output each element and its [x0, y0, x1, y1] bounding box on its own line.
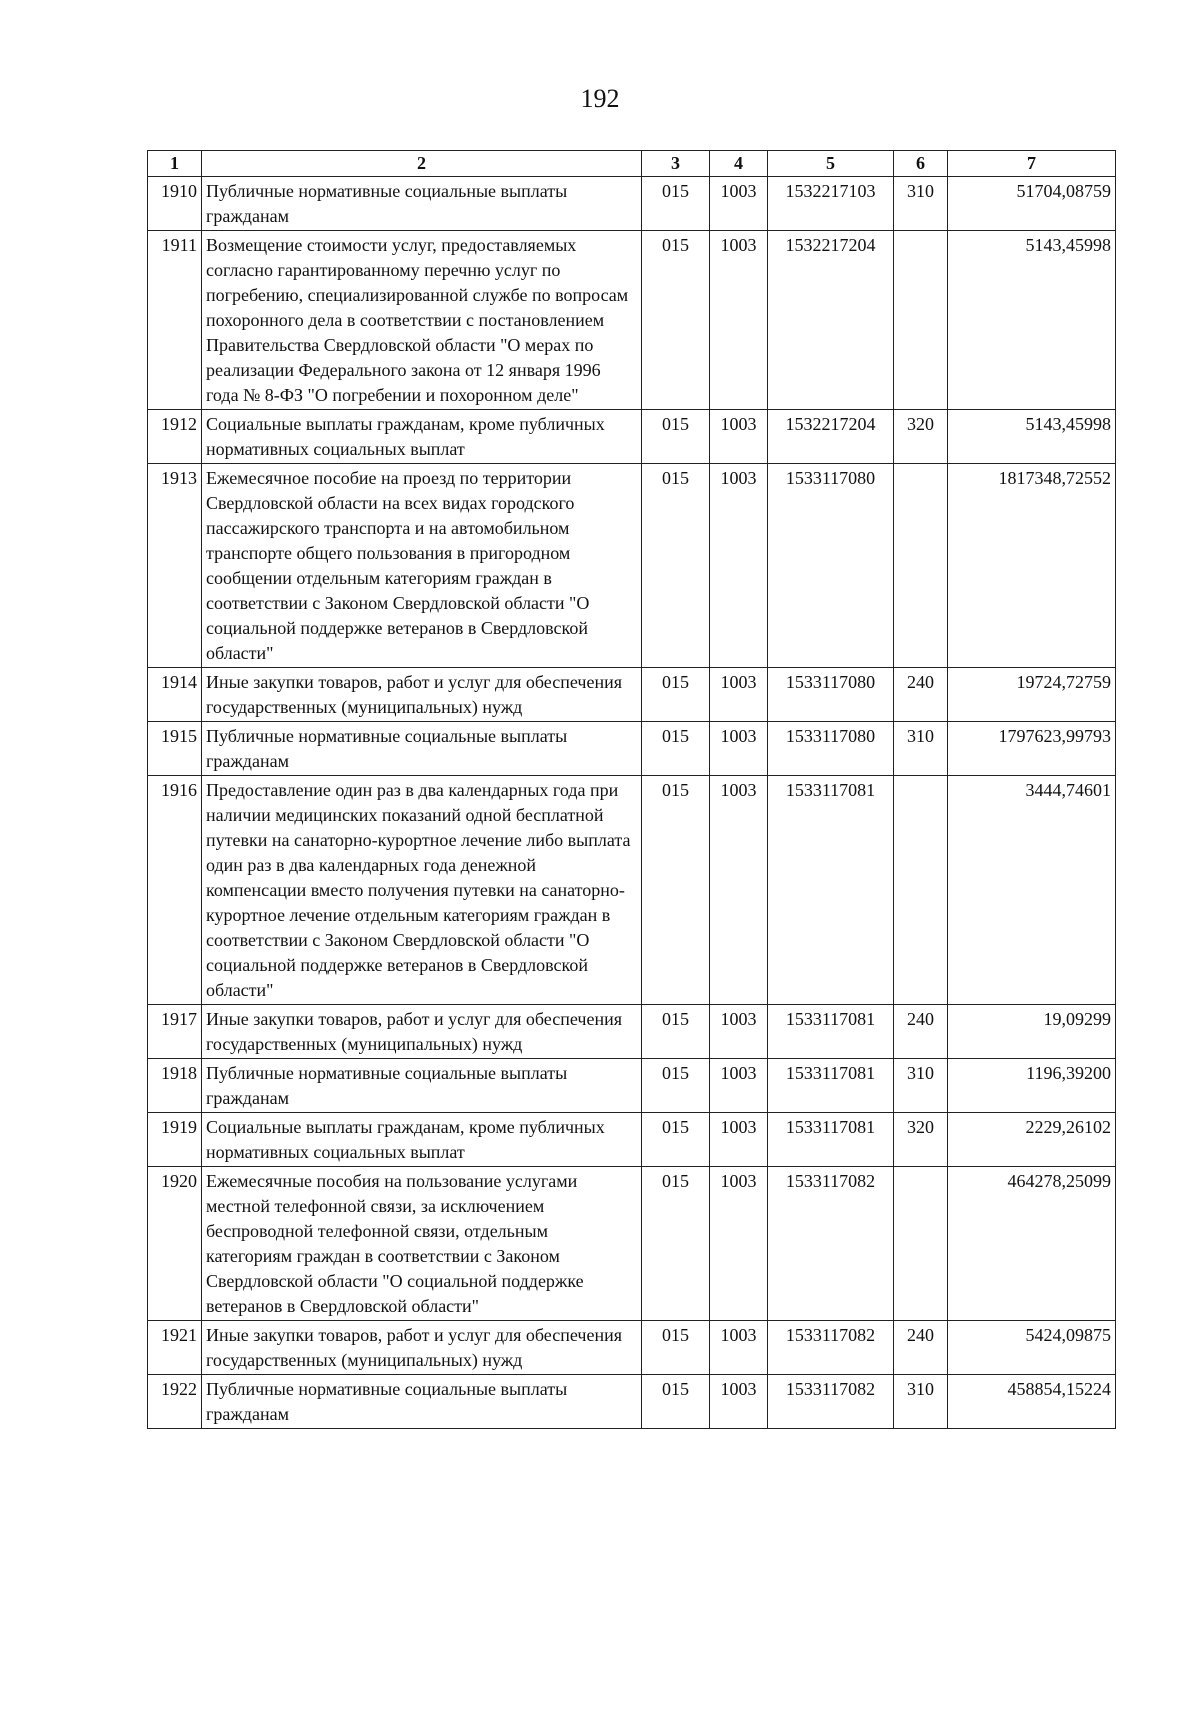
column-4-code: 1003	[710, 668, 768, 722]
column-5-code: 1533117080	[768, 722, 894, 776]
column-5-code: 1533117080	[768, 464, 894, 668]
row-number: 1915	[148, 722, 202, 776]
row-number: 1920	[148, 1167, 202, 1321]
column-5-code: 1533117081	[768, 1059, 894, 1113]
column-6-code	[894, 1167, 948, 1321]
column-6-code: 240	[894, 1321, 948, 1375]
row-name: Публичные нормативные социальные выплаты гражданам	[202, 1375, 642, 1429]
column-header: 6	[894, 151, 948, 177]
table-row	[148, 668, 1116, 722]
column-5-code: 1533117082	[768, 1167, 894, 1321]
row-number: 1910	[148, 177, 202, 231]
column-3-code: 015	[642, 231, 710, 410]
row-name: Возмещение стоимости услуг, предоставляемых согласно гарантированному перечню услуг по погребению, специализированной службе по вопросам похоронного дела в соответствии с постановлением Правительства Свердловской области "О мерах по реализации Федерального закона от 12 января 1996 года № 8-ФЗ "О погребении и похоронном деле"	[202, 231, 642, 410]
row-sum: 5424,09875	[948, 1321, 1116, 1375]
row-sum: 1196,39200	[948, 1059, 1116, 1113]
table-row	[148, 1167, 1116, 1321]
table-row	[148, 1113, 1116, 1167]
column-4-code: 1003	[710, 722, 768, 776]
column-5-code: 1532217204	[768, 231, 894, 410]
column-header: 5	[768, 151, 894, 177]
column-4-code: 1003	[710, 231, 768, 410]
column-header: 4	[710, 151, 768, 177]
row-name: Социальные выплаты гражданам, кроме публичных нормативных социальных выплат	[202, 1113, 642, 1167]
column-6-code	[894, 776, 948, 1005]
table-row	[148, 177, 1116, 231]
row-number: 1916	[148, 776, 202, 1005]
column-5-code: 1533117081	[768, 1005, 894, 1059]
row-sum: 464278,25099	[948, 1167, 1116, 1321]
column-6-code: 320	[894, 1113, 948, 1167]
column-6-code	[894, 231, 948, 410]
column-4-code: 1003	[710, 1005, 768, 1059]
row-name: Ежемесячные пособия на пользование услугами местной телефонной связи, за исключением беспроводной телефонной связи, отдельным категориям граждан в соответствии с Законом Свердловской области "О социальной поддержке ветеранов в Свердловской области"	[202, 1167, 642, 1321]
column-3-code: 015	[642, 1113, 710, 1167]
column-4-code: 1003	[710, 776, 768, 1005]
column-4-code: 1003	[710, 1059, 768, 1113]
row-name: Иные закупки товаров, работ и услуг для обеспечения государственных (муниципальных) нужд	[202, 1321, 642, 1375]
table-row	[148, 776, 1116, 1005]
column-header: 3	[642, 151, 710, 177]
column-6-code: 310	[894, 1059, 948, 1113]
budget-table	[147, 150, 1116, 1429]
row-number: 1913	[148, 464, 202, 668]
column-4-code: 1003	[710, 1167, 768, 1321]
row-sum: 19724,72759	[948, 668, 1116, 722]
column-5-code: 1533117082	[768, 1321, 894, 1375]
column-6-code: 310	[894, 1375, 948, 1429]
column-6-code: 240	[894, 1005, 948, 1059]
row-name: Социальные выплаты гражданам, кроме публичных нормативных социальных выплат	[202, 410, 642, 464]
header-row	[148, 151, 1116, 177]
column-4-code: 1003	[710, 1321, 768, 1375]
row-number: 1914	[148, 668, 202, 722]
row-sum: 51704,08759	[948, 177, 1116, 231]
column-5-code: 1533117080	[768, 668, 894, 722]
column-3-code: 015	[642, 776, 710, 1005]
row-name: Иные закупки товаров, работ и услуг для обеспечения государственных (муниципальных) нужд	[202, 668, 642, 722]
column-4-code: 1003	[710, 464, 768, 668]
column-3-code: 015	[642, 1059, 710, 1113]
row-sum: 19,09299	[948, 1005, 1116, 1059]
column-3-code: 015	[642, 464, 710, 668]
column-5-code: 1533117081	[768, 776, 894, 1005]
column-6-code: 240	[894, 668, 948, 722]
row-name: Ежемесячное пособие на проезд по территории Свердловской области на всех видах городского пассажирского транспорта и на автомобильном транспорте общего пользования в пригородном сообщении отдельным категориям граждан в соответствии с Законом Свердловской области "О социальной поддержке ветеранов в Свердловской области"	[202, 464, 642, 668]
column-6-code: 310	[894, 722, 948, 776]
row-sum: 1817348,72552	[948, 464, 1116, 668]
row-number: 1911	[148, 231, 202, 410]
table-row	[148, 1005, 1116, 1059]
row-sum: 5143,45998	[948, 231, 1116, 410]
column-3-code: 015	[642, 1167, 710, 1321]
row-number: 1921	[148, 1321, 202, 1375]
column-5-code: 1532217103	[768, 177, 894, 231]
column-6-code: 320	[894, 410, 948, 464]
row-name: Иные закупки товаров, работ и услуг для обеспечения государственных (муниципальных) нужд	[202, 1005, 642, 1059]
column-header: 7	[948, 151, 1116, 177]
column-5-code: 1532217204	[768, 410, 894, 464]
row-sum: 1797623,99793	[948, 722, 1116, 776]
table-row	[148, 1375, 1116, 1429]
table-row	[148, 1321, 1116, 1375]
column-3-code: 015	[642, 177, 710, 231]
column-3-code: 015	[642, 410, 710, 464]
row-number: 1922	[148, 1375, 202, 1429]
column-4-code: 1003	[710, 1113, 768, 1167]
column-3-code: 015	[642, 668, 710, 722]
row-name: Предоставление один раз в два календарных года при наличии медицинских показаний одной бесплатной путевки на санаторно-курортное лечение либо выплата один раз в два календарных года денежной компенсации вместо получения путевки на санаторно-курортное лечение отдельным категориям граждан в соответствии с Законом Свердловской области "О социальной поддержке ветеранов в Свердловской области"	[202, 776, 642, 1005]
column-4-code: 1003	[710, 1375, 768, 1429]
row-sum: 5143,45998	[948, 410, 1116, 464]
column-4-code: 1003	[710, 410, 768, 464]
row-name: Публичные нормативные социальные выплаты гражданам	[202, 1059, 642, 1113]
row-sum: 458854,15224	[948, 1375, 1116, 1429]
row-number: 1912	[148, 410, 202, 464]
column-3-code: 015	[642, 1375, 710, 1429]
column-4-code: 1003	[710, 177, 768, 231]
table-row	[148, 410, 1116, 464]
column-3-code: 015	[642, 722, 710, 776]
column-3-code: 015	[642, 1321, 710, 1375]
column-header: 1	[148, 151, 202, 177]
row-name: Публичные нормативные социальные выплаты гражданам	[202, 177, 642, 231]
table-row	[148, 464, 1116, 668]
column-5-code: 1533117081	[768, 1113, 894, 1167]
row-sum: 2229,26102	[948, 1113, 1116, 1167]
row-number: 1919	[148, 1113, 202, 1167]
column-5-code: 1533117082	[768, 1375, 894, 1429]
page-number: 192	[580, 84, 620, 113]
row-number: 1917	[148, 1005, 202, 1059]
table-row	[148, 722, 1116, 776]
row-sum: 3444,74601	[948, 776, 1116, 1005]
table-row	[148, 1059, 1116, 1113]
column-6-code	[894, 464, 948, 668]
column-6-code: 310	[894, 177, 948, 231]
row-number: 1918	[148, 1059, 202, 1113]
row-name: Публичные нормативные социальные выплаты гражданам	[202, 722, 642, 776]
table-row	[148, 231, 1116, 410]
column-header: 2	[202, 151, 642, 177]
column-3-code: 015	[642, 1005, 710, 1059]
